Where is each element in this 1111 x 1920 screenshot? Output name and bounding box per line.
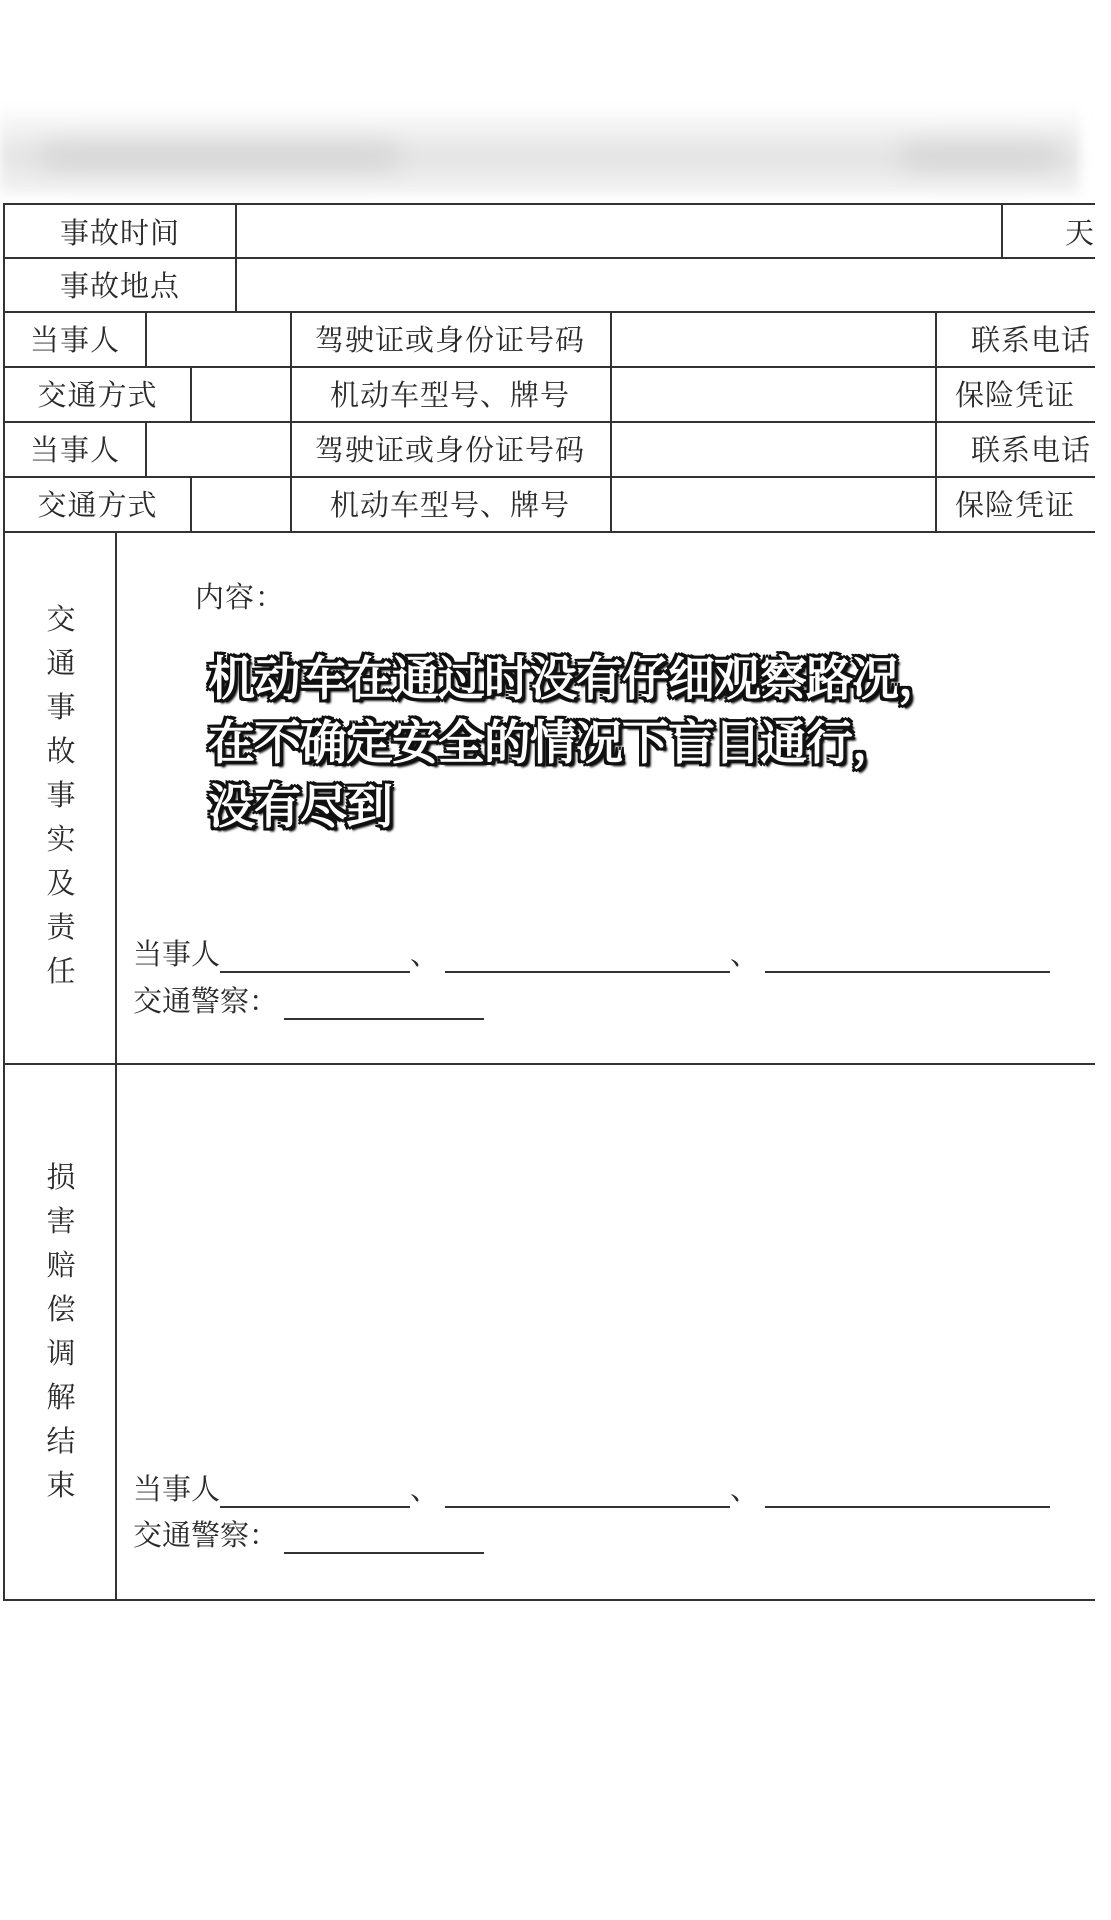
signature-police-label: 交通警察： <box>133 984 279 1018</box>
signature-police-label: 交通警察： <box>133 1518 279 1552</box>
label-vehicle-1: 机动车型号、牌号 <box>329 378 570 412</box>
label-accident-place: 事故地点 <box>59 268 180 303</box>
blurred-header-area <box>0 105 1080 195</box>
section-title-char: 赔 <box>46 1248 76 1282</box>
section-title-char: 结 <box>46 1424 76 1458</box>
signature-separator: 、 <box>730 937 760 971</box>
signature-party-label: 当事人 <box>133 937 221 971</box>
section-title-char: 事 <box>46 690 76 724</box>
facts-signature-police <box>133 979 484 1020</box>
label-accident-time: 事故时间 <box>59 215 180 250</box>
settlement-signature-police <box>133 1513 484 1554</box>
caption-line: 没有尽到 <box>208 780 392 835</box>
label-license-2: 驾驶证或身份证号码 <box>314 433 585 467</box>
section-title-char: 调 <box>46 1336 76 1370</box>
facts-signature-parties <box>133 932 1050 973</box>
signature-line <box>220 1476 410 1508</box>
signature-line <box>284 988 484 1020</box>
section-title-char: 事 <box>46 778 76 812</box>
facts-section-title <box>41 597 81 993</box>
signature-line <box>445 941 730 973</box>
signature-line <box>765 1476 1050 1508</box>
label-vehicle-2: 机动车型号、牌号 <box>329 488 570 522</box>
section-title-char: 通 <box>46 646 76 680</box>
signature-line <box>284 1522 484 1554</box>
section-title-char: 及 <box>46 866 76 900</box>
caption-line: 在不确定安全的情况下盲目通行， <box>208 716 898 771</box>
clipped-header-char: 天 <box>1065 215 1096 250</box>
section-title-char: 偿 <box>46 1292 76 1326</box>
section-title-char: 损 <box>46 1160 76 1194</box>
signature-line <box>765 941 1050 973</box>
video-caption <box>208 648 1068 840</box>
content-label: 内容： <box>195 579 286 614</box>
section-title-char: 实 <box>46 822 76 856</box>
label-license-1: 驾驶证或身份证号码 <box>314 323 585 357</box>
section-title-char: 任 <box>46 954 76 988</box>
settlement-section-title <box>41 1155 81 1507</box>
signature-separator: 、 <box>410 937 440 971</box>
signature-party-label: 当事人 <box>133 1472 221 1506</box>
label-party-2: 当事人 <box>29 433 120 467</box>
settlement-signature-parties <box>133 1467 1050 1508</box>
signature-separator: 、 <box>410 1472 440 1506</box>
section-title-char: 束 <box>46 1468 76 1502</box>
section-title-char: 害 <box>46 1204 76 1238</box>
section-title-char: 故 <box>46 734 76 768</box>
label-transport-2: 交通方式 <box>37 488 158 522</box>
section-title-char: 交 <box>46 602 76 636</box>
signature-line <box>220 941 410 973</box>
label-insurance-2: 保险凭证 <box>955 488 1076 522</box>
label-insurance-1: 保险凭证 <box>955 378 1076 412</box>
signature-separator: 、 <box>730 1472 760 1506</box>
label-contact-1: 联系电话 <box>971 323 1092 357</box>
accident-agreement-form <box>3 203 1095 1601</box>
caption-line: 机动车在通过时没有仔细观察路况， <box>208 652 944 707</box>
label-transport-1: 交通方式 <box>37 378 158 412</box>
label-contact-2: 联系电话 <box>971 433 1092 467</box>
section-title-char: 责 <box>46 910 76 944</box>
section-title-char: 解 <box>46 1380 76 1414</box>
signature-line <box>445 1476 730 1508</box>
label-party-1: 当事人 <box>29 323 120 357</box>
